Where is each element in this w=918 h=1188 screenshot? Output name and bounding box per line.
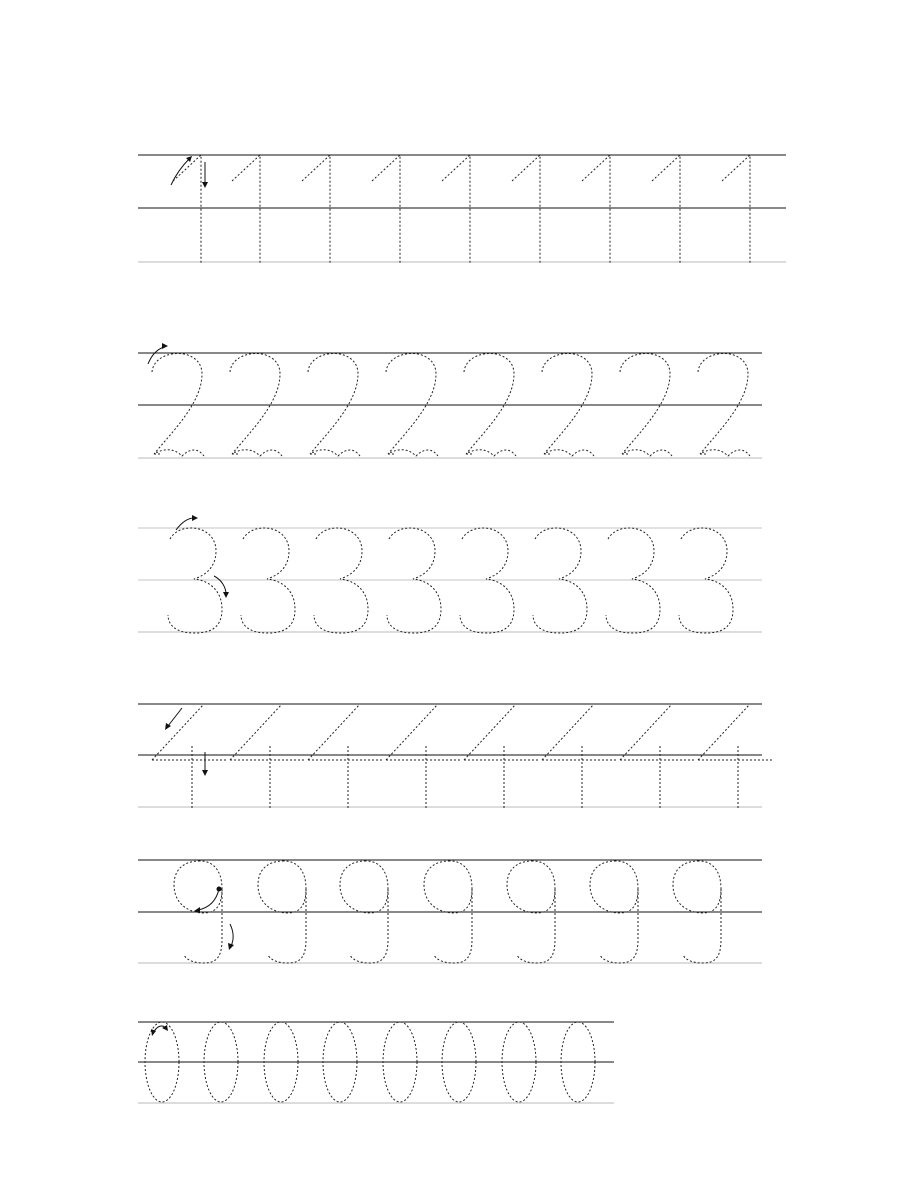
traceable-digit-1[interactable] [173, 155, 201, 263]
stroke-diagonal-arrow [165, 708, 182, 730]
stroke-up-arrow [171, 156, 192, 185]
stroke-loop-arrow [194, 887, 222, 914]
stroke-curve-arrow [214, 576, 229, 598]
traceable-digit-1[interactable] [372, 155, 400, 263]
practice-row-2 [138, 343, 762, 458]
traceable-digit-4[interactable] [230, 704, 304, 808]
traceable-digit-1[interactable] [512, 155, 540, 263]
traceable-digit-1[interactable] [582, 155, 610, 263]
traceable-digit-1[interactable] [442, 155, 470, 263]
traceable-digit-4[interactable] [386, 704, 460, 808]
traceable-digit-4[interactable] [620, 704, 694, 808]
traceable-digit-1[interactable] [302, 155, 330, 263]
practice-row-4 [138, 704, 772, 808]
stroke-down-arrow [228, 924, 234, 950]
practice-row-3 [138, 515, 762, 633]
traceable-digit-1[interactable] [652, 155, 680, 263]
traceable-digit-4[interactable] [464, 704, 538, 808]
traceable-digit-1[interactable] [232, 155, 260, 263]
traceable-digit-4[interactable] [152, 704, 226, 808]
practice-row-5 [138, 860, 762, 963]
stroke-down-arrow [202, 162, 208, 188]
practice-row-6 [138, 1022, 614, 1103]
traceable-digit-4[interactable] [698, 704, 772, 808]
traceable-digit-4[interactable] [308, 704, 382, 808]
practice-row-1 [138, 155, 786, 263]
traceable-digit-1[interactable] [722, 155, 750, 263]
traceable-digit-4[interactable] [542, 704, 616, 808]
stroke-down-arrow [202, 752, 208, 776]
